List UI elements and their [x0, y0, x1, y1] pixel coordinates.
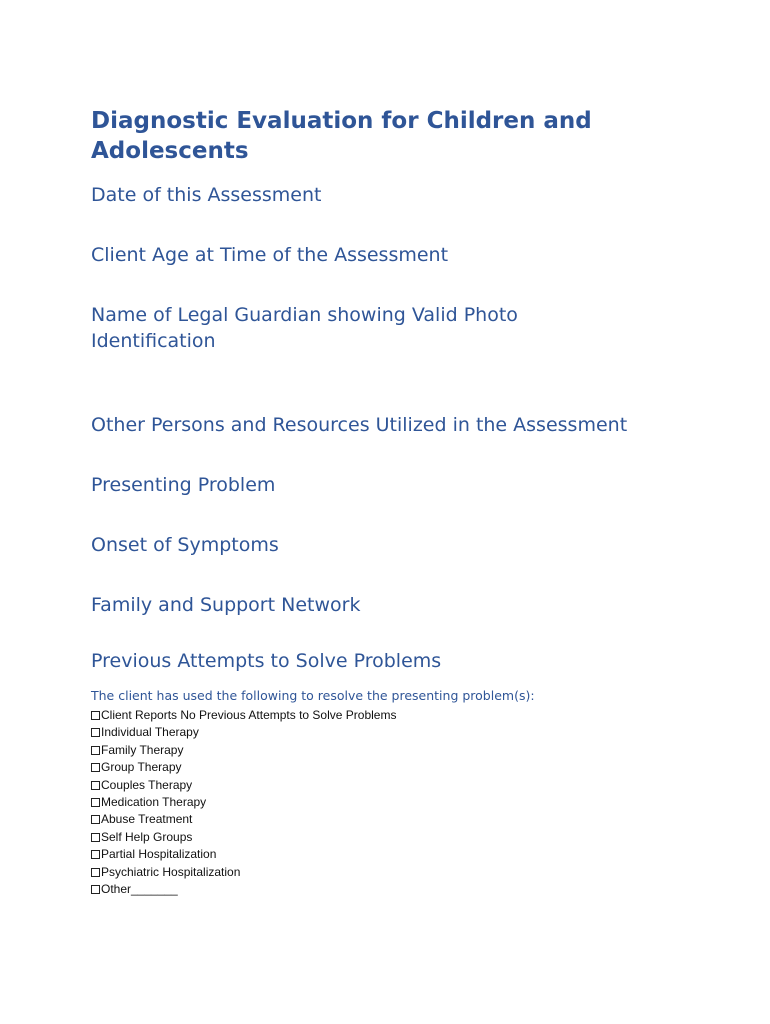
section-onset-of-symptoms: Onset of Symptoms	[91, 534, 279, 556]
checklist-item-label: Other_______	[101, 882, 178, 897]
section-presenting-problem: Presenting Problem	[91, 474, 276, 496]
checkbox-icon[interactable]	[91, 711, 100, 720]
checkbox-icon[interactable]	[91, 763, 100, 772]
section-date-of-assessment: Date of this Assessment	[91, 184, 322, 206]
checklist-item-label: Medication Therapy	[101, 795, 207, 810]
checkbox-icon[interactable]	[91, 781, 100, 790]
checklist-item[interactable]	[91, 881, 731, 898]
checklist-item-label: Self Help Groups	[101, 829, 193, 844]
section-client-age: Client Age at Time of the Assessment	[91, 244, 449, 266]
checklist-item-label: Family Therapy	[101, 742, 184, 757]
checklist-item[interactable]	[91, 829, 731, 846]
checkbox-icon[interactable]	[91, 728, 100, 737]
checkbox-icon[interactable]	[91, 746, 100, 755]
checkbox-icon[interactable]	[91, 815, 100, 824]
document-title: Diagnostic Evaluation for Children and Adolescents	[91, 108, 592, 164]
checklist-item-label: Abuse Treatment	[101, 812, 193, 827]
checklist-item[interactable]	[91, 742, 731, 759]
checklist-item-label: Client Reports No Previous Attempts to Solve Problems	[101, 708, 397, 722]
section-family-support-network: Family and Support Network	[91, 594, 361, 616]
checkbox-icon[interactable]	[91, 798, 100, 807]
checkbox-icon[interactable]	[91, 850, 100, 859]
checklist-item-label: Psychiatric Hospitalization	[101, 864, 241, 879]
checklist-item[interactable]	[91, 846, 731, 863]
checklist-item[interactable]	[91, 724, 731, 741]
section-legal-guardian: Name of Legal Guardian showing Valid Photo Identification	[91, 304, 518, 352]
checklist-item[interactable]	[91, 811, 731, 828]
checklist-item-label: Partial Hospitalization	[101, 847, 217, 862]
checklist-item-label: Couples Therapy	[101, 777, 193, 792]
checkbox-icon[interactable]	[91, 868, 100, 877]
checklist-item-label: Group Therapy	[101, 760, 182, 775]
section-previous-attempts: Previous Attempts to Solve Problems	[91, 650, 442, 672]
previous-attempts-checklist	[91, 707, 731, 898]
section-other-persons-resources: Other Persons and Resources Utilized in the Assessment	[91, 414, 628, 436]
checklist-item[interactable]	[91, 759, 731, 776]
checklist-item[interactable]	[91, 777, 731, 794]
checklist-item[interactable]	[91, 707, 731, 724]
checklist-item[interactable]	[91, 794, 731, 811]
checklist-item-label: Individual Therapy	[101, 725, 199, 740]
checkbox-icon[interactable]	[91, 885, 100, 894]
checkbox-icon[interactable]	[91, 833, 100, 842]
checklist-item[interactable]	[91, 864, 731, 881]
document-page	[91, 106, 731, 898]
previous-attempts-intro: The client has used the following to resolve the presenting problem(s):	[91, 688, 535, 703]
